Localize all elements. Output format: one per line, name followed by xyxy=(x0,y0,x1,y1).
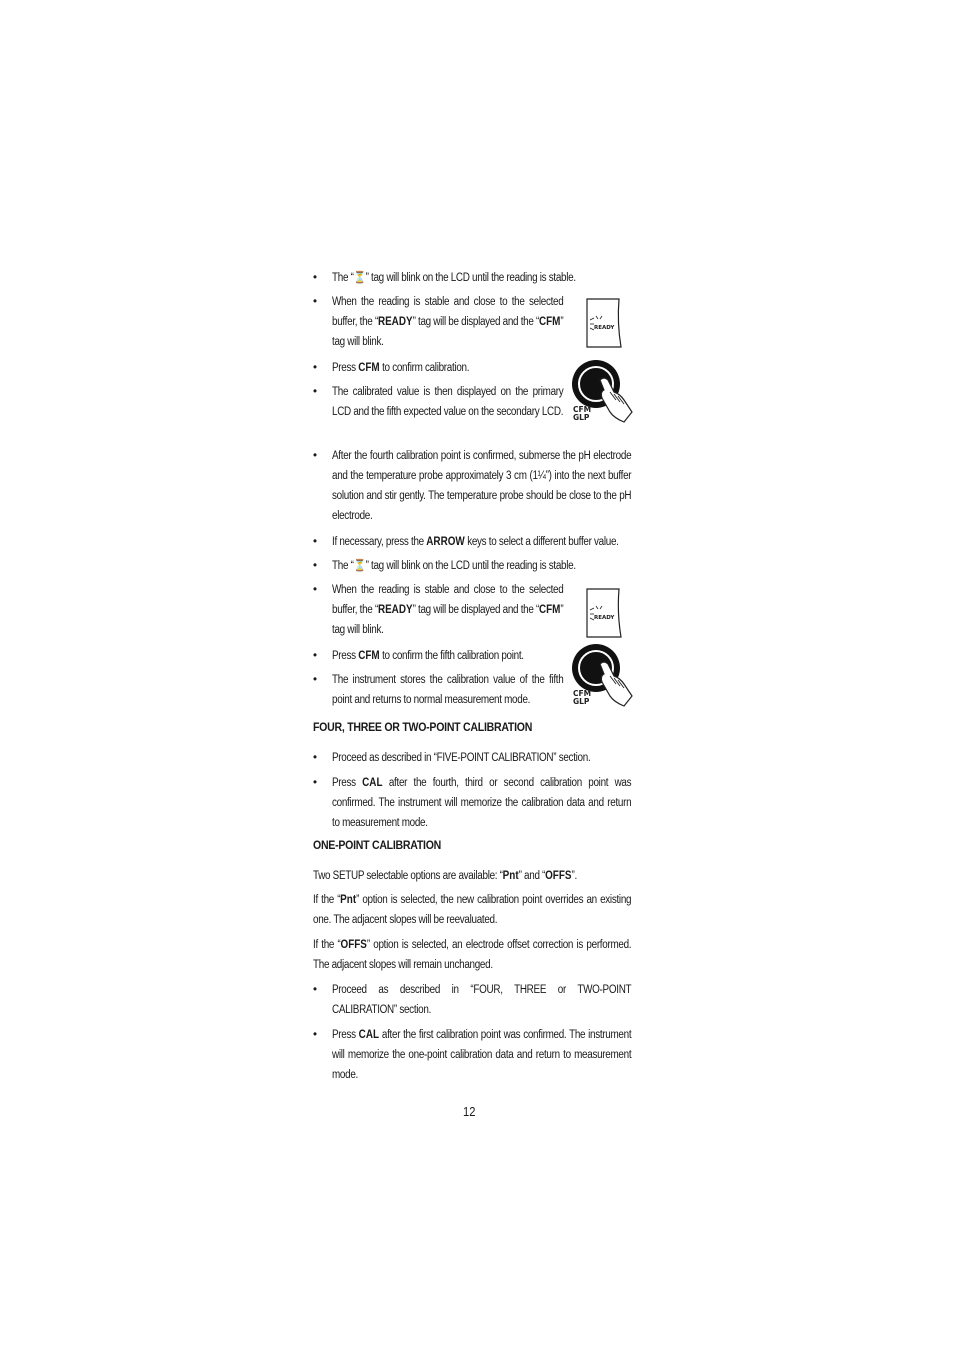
lcd-ready-icon xyxy=(586,298,622,353)
bullet: • xyxy=(313,777,318,789)
svg-text:CFM: CFM xyxy=(573,689,592,698)
svg-text:GLP: GLP xyxy=(573,697,590,706)
paragraph: If the “Pnt” option is selected, the new calibration point overrides an existing one. The adjacent slopes will be reevaluated. xyxy=(313,894,632,926)
list-item: If necessary, press the ARROW keys to select a different buffer value. xyxy=(332,536,619,548)
paragraph: If the “OFFS” option is selected, an electrode offset correction is performed. The adjacent slopes will remain unchanged. xyxy=(313,939,632,971)
list-item: When the reading is stable and close to the selected buffer, the “READY” tag will be displayed and the “CFM” tag will blink. xyxy=(332,296,564,348)
lcd-ready-icon xyxy=(586,588,622,643)
list-item: Proceed as described in “FIVE-POINT CALIBRATION” section. xyxy=(332,752,591,764)
list-item: Proceed as described in “FOUR, THREE or TWO-POINT CALIBRATION” section. xyxy=(332,984,632,1016)
list-item: The calibrated value is then displayed on the primary LCD and the fifth expected value on the secondary LCD. xyxy=(332,386,564,418)
cfm-glp-key-icon xyxy=(570,358,634,429)
bullet: • xyxy=(313,674,318,686)
page-number: 12 xyxy=(463,1104,476,1119)
svg-text:READY: READY xyxy=(594,615,615,621)
svg-text:GLP: GLP xyxy=(573,413,590,422)
bullet: • xyxy=(313,386,318,398)
list-item: The instrument stores the calibration value of the fifth point and returns to normal measurement mode. xyxy=(332,674,564,706)
bullet: • xyxy=(313,296,318,308)
bullet: • xyxy=(313,450,318,462)
cfm-glp-key-icon xyxy=(570,642,634,713)
list-item: Press CAL after the first calibration point was confirmed. The instrument will memorize the one-point calibration data and return to measurement mode. xyxy=(332,1029,632,1081)
list-item: When the reading is stable and close to the selected buffer, the “READY” tag will be displayed and the “CFM” tag will blink. xyxy=(332,584,564,636)
svg-text:CFM: CFM xyxy=(573,405,592,414)
list-item: The “⏳” tag will blink on the LCD until the reading is stable. xyxy=(332,560,576,572)
bullet: • xyxy=(313,560,318,572)
bullet: • xyxy=(313,584,318,596)
list-item: Press CFM to confirm the fifth calibration point. xyxy=(332,650,524,662)
list-item: Press CFM to confirm calibration. xyxy=(332,362,470,374)
list-item: After the fourth calibration point is confirmed, submerse the pH electrode and the temperature probe approximately 3 cm (1¼”) into the next buffer solution and stir gently. The temperature probe should be close to the pH electrode. xyxy=(332,450,632,522)
list-item: The “⏳” tag will blink on the LCD until the reading is stable. xyxy=(332,272,576,284)
section-heading: FOUR, THREE OR TWO-POINT CALIBRATION xyxy=(313,720,533,734)
bullet: • xyxy=(313,984,318,996)
list-item: Press CAL after the fourth, third or second calibration point was confirmed. The instrument will memorize the calibration data and return to measurement mode. xyxy=(332,777,632,829)
section-heading: ONE-POINT CALIBRATION xyxy=(313,838,442,852)
bullet: • xyxy=(313,272,318,284)
bullet: • xyxy=(313,1029,318,1041)
bullet: • xyxy=(313,752,318,764)
svg-text:READY: READY xyxy=(594,325,615,331)
bullet: • xyxy=(313,536,318,548)
paragraph: Two SETUP selectable options are available: “Pnt” and “OFFS”. xyxy=(313,870,577,882)
bullet: • xyxy=(313,650,318,662)
bullet: • xyxy=(313,362,318,374)
